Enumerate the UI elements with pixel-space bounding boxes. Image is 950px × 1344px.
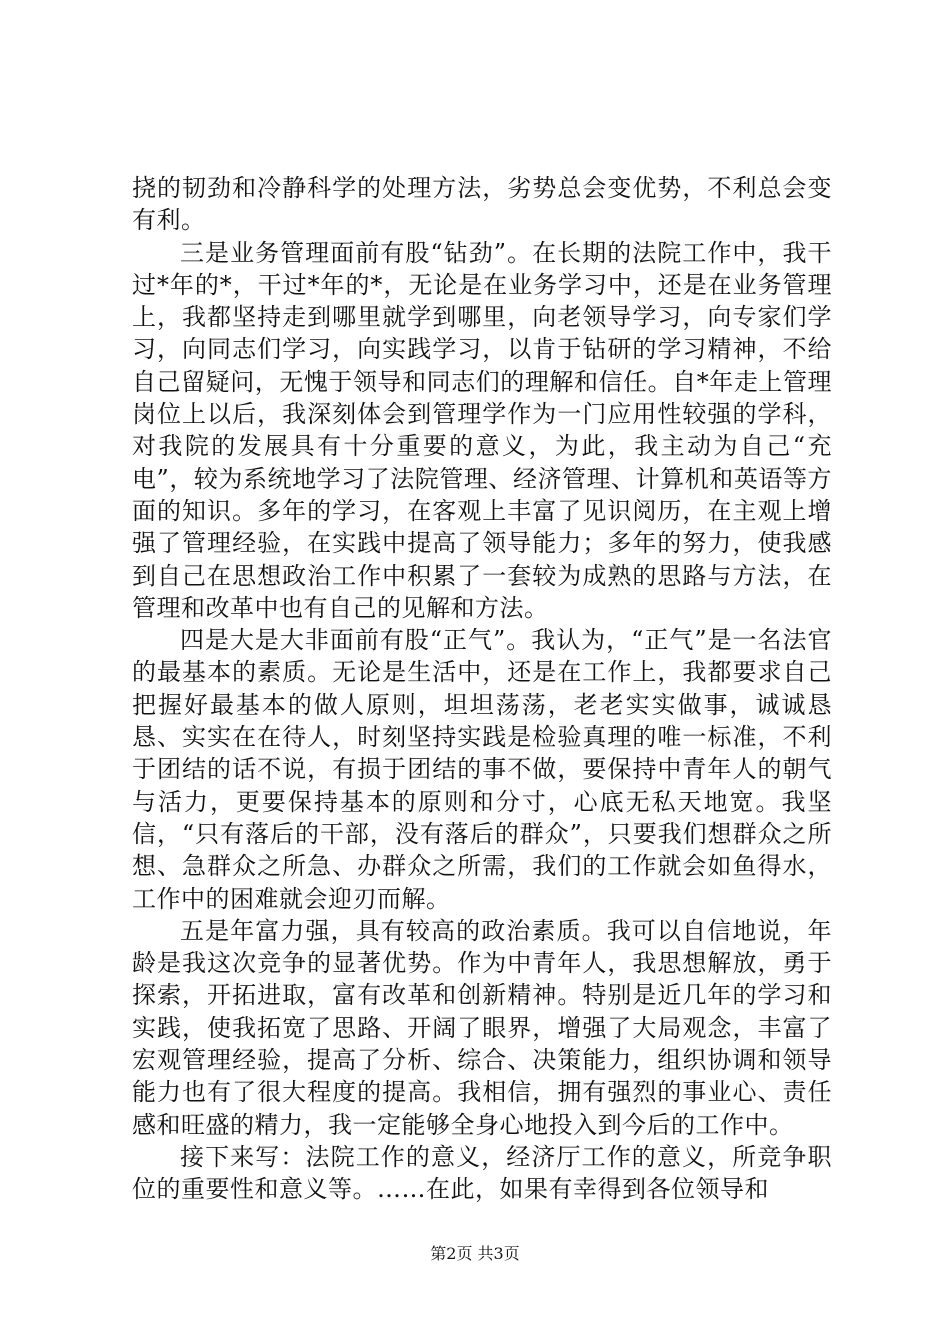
paragraph-business-management: 三是业务管理面前有股“钻劲”。在长期的法院工作中，我干过*年的*，干过*年的*，无论是在业务学习中，还是在业务管理上，我都坚持走到哪里就学到哪里，向老领导学习，向专家们学习，向同志们学习，向实践学习，以肯于钻研的学习精神，不给自己留疑问，无愧于领导和同志们的理解和信任。自*年走上管理岗位上以后，我深刻体会到管理学作为一门应用性较强的学科，对我院的发展具有十分重要的意义，为此，我主动为自己“充电”，较为系统地学习了法院管理、经济管理、计算机和英语等方面的知识。多年的学习，在客观上丰富了见识阅历，在主观上增强了管理经验，在实践中提高了领导能力；多年的努力，使我感到自己在思想政治工作中积累了一套较为成熟的思路与方法，在管理和改革中也有自己的见解和方法。 — [132, 238, 832, 622]
paragraph-continuation: 挠的韧劲和冷静科学的处理方法，劣势总会变优势，不利总会变有利。 — [132, 174, 832, 235]
page-footer: 第2页 共3页 — [430, 1244, 520, 1263]
paragraph-integrity: 四是大是大非面前有股“正气”。我认为，“正气”是一名法官的最基本的素质。无论是生活中，还是在工作上，我都要求自己把握好最基本的做人原则，坦坦荡荡，老老实实做事，诚诚恳恳、实实在在待人，时刻坚持实践是检验真理的唯一标准，不利于团结的话不说，有损于团结的事不做，要保持中青年人的朝气与活力，更要保持基本的原则和分寸，心底无私天地宽。我坚信，“只有落后的干部，没有落后的群众”，只要我们想群众之所想、急群众之所急、办群众之所需，我们的工作就会如鱼得水，工作中的困难就会迎刃而解。 — [132, 626, 832, 913]
paragraph-youth-energy: 五是年富力强，具有较高的政治素质。我可以自信地说，年龄是我这次竞争的显著优势。作为中青年人，我思想解放，勇于探索，开拓进取，富有改革和创新精神。特别是近几年的学习和实践，使我拓宽了思路、开阔了眼界，增强了大局观念，丰富了宏观管理经验，提高了分析、综合、决策能力，组织协调和领导能力也有了很大程度的提高。我相信，拥有强烈的事业心、责任感和旺盛的精力，我一定能够全身心地投入到今后的工作中。 — [132, 916, 832, 1139]
document-body — [132, 172, 832, 1206]
paragraph-next-section: 接下来写：法院工作的意义，经济厅工作的意义，所竞争职位的重要性和意义等。……在此，如果有幸得到各位领导和 — [132, 1142, 832, 1204]
